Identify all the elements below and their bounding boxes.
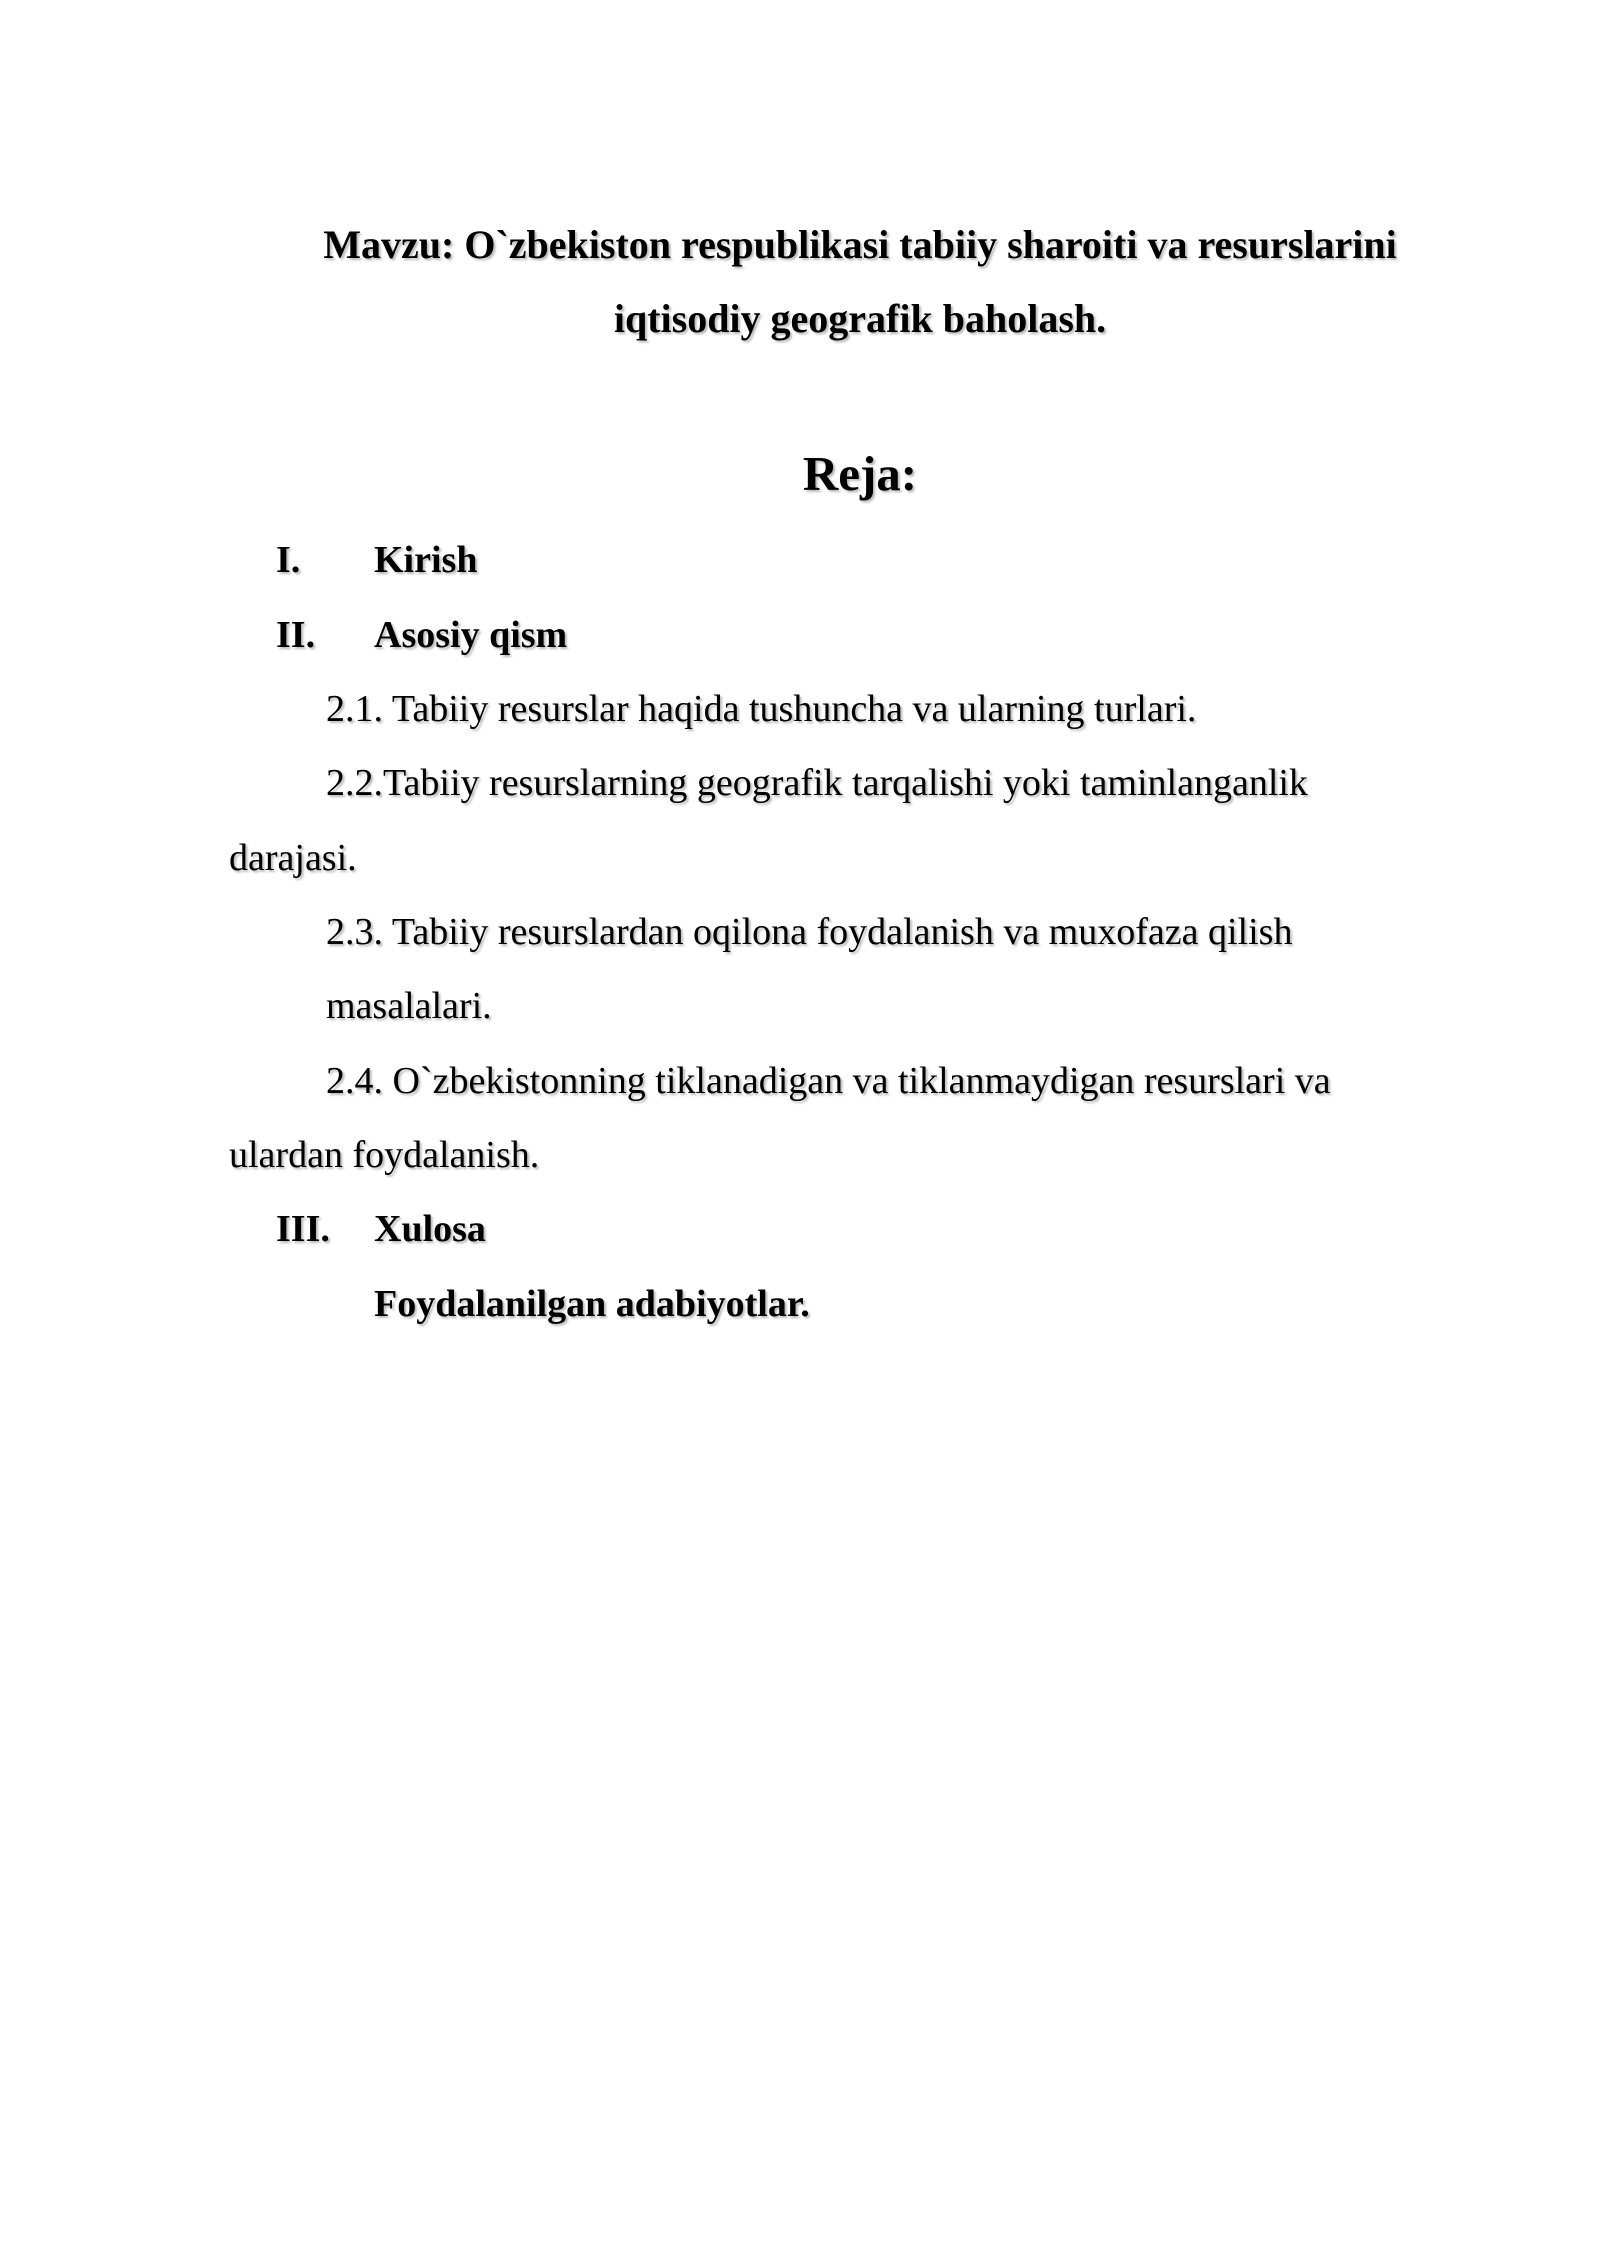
section-numeral-2: II. xyxy=(276,614,316,656)
plan-heading: Reja: xyxy=(802,446,918,501)
document-title xyxy=(230,208,1490,356)
subsection-2-1: 2.1. Tabiiy resurslar haqida tushuncha va ularning turlari. xyxy=(326,688,1197,730)
subsection-2-2-line-2: darajasi. xyxy=(229,837,357,879)
subsection-2-3-line-2: masalalari. xyxy=(326,985,492,1027)
subsection-2-3-line-1: 2.3. Tabiiy resurslardan oqilona foydalanish va muxofaza qilish xyxy=(326,911,1293,953)
references-heading: Foydalanilgan adabiyotlar. xyxy=(374,1283,810,1325)
section-numeral-1: I. xyxy=(276,539,301,581)
section-label-xulosa: Xulosa xyxy=(374,1208,486,1250)
subsection-2-4-line-1: 2.4. O`zbekistonning tiklanadigan va tiklanmaydigan resurslari va xyxy=(326,1060,1331,1102)
subsection-2-2-line-1: 2.2.Tabiiy resurslarning geografik tarqalishi yoki taminlanganlik xyxy=(326,762,1308,804)
title-line-1: Mavzu: O`zbekiston respublikasi tabiiy sharoiti va resurslarini xyxy=(323,222,1397,267)
section-label-asosiy-qism: Asosiy qism xyxy=(374,614,568,656)
title-line-2: iqtisodiy geografik baholash. xyxy=(613,296,1107,341)
subsection-2-4-line-2: ulardan foydalanish. xyxy=(229,1134,540,1176)
section-label-kirish: Kirish xyxy=(374,539,478,581)
section-numeral-3: III. xyxy=(276,1208,330,1250)
